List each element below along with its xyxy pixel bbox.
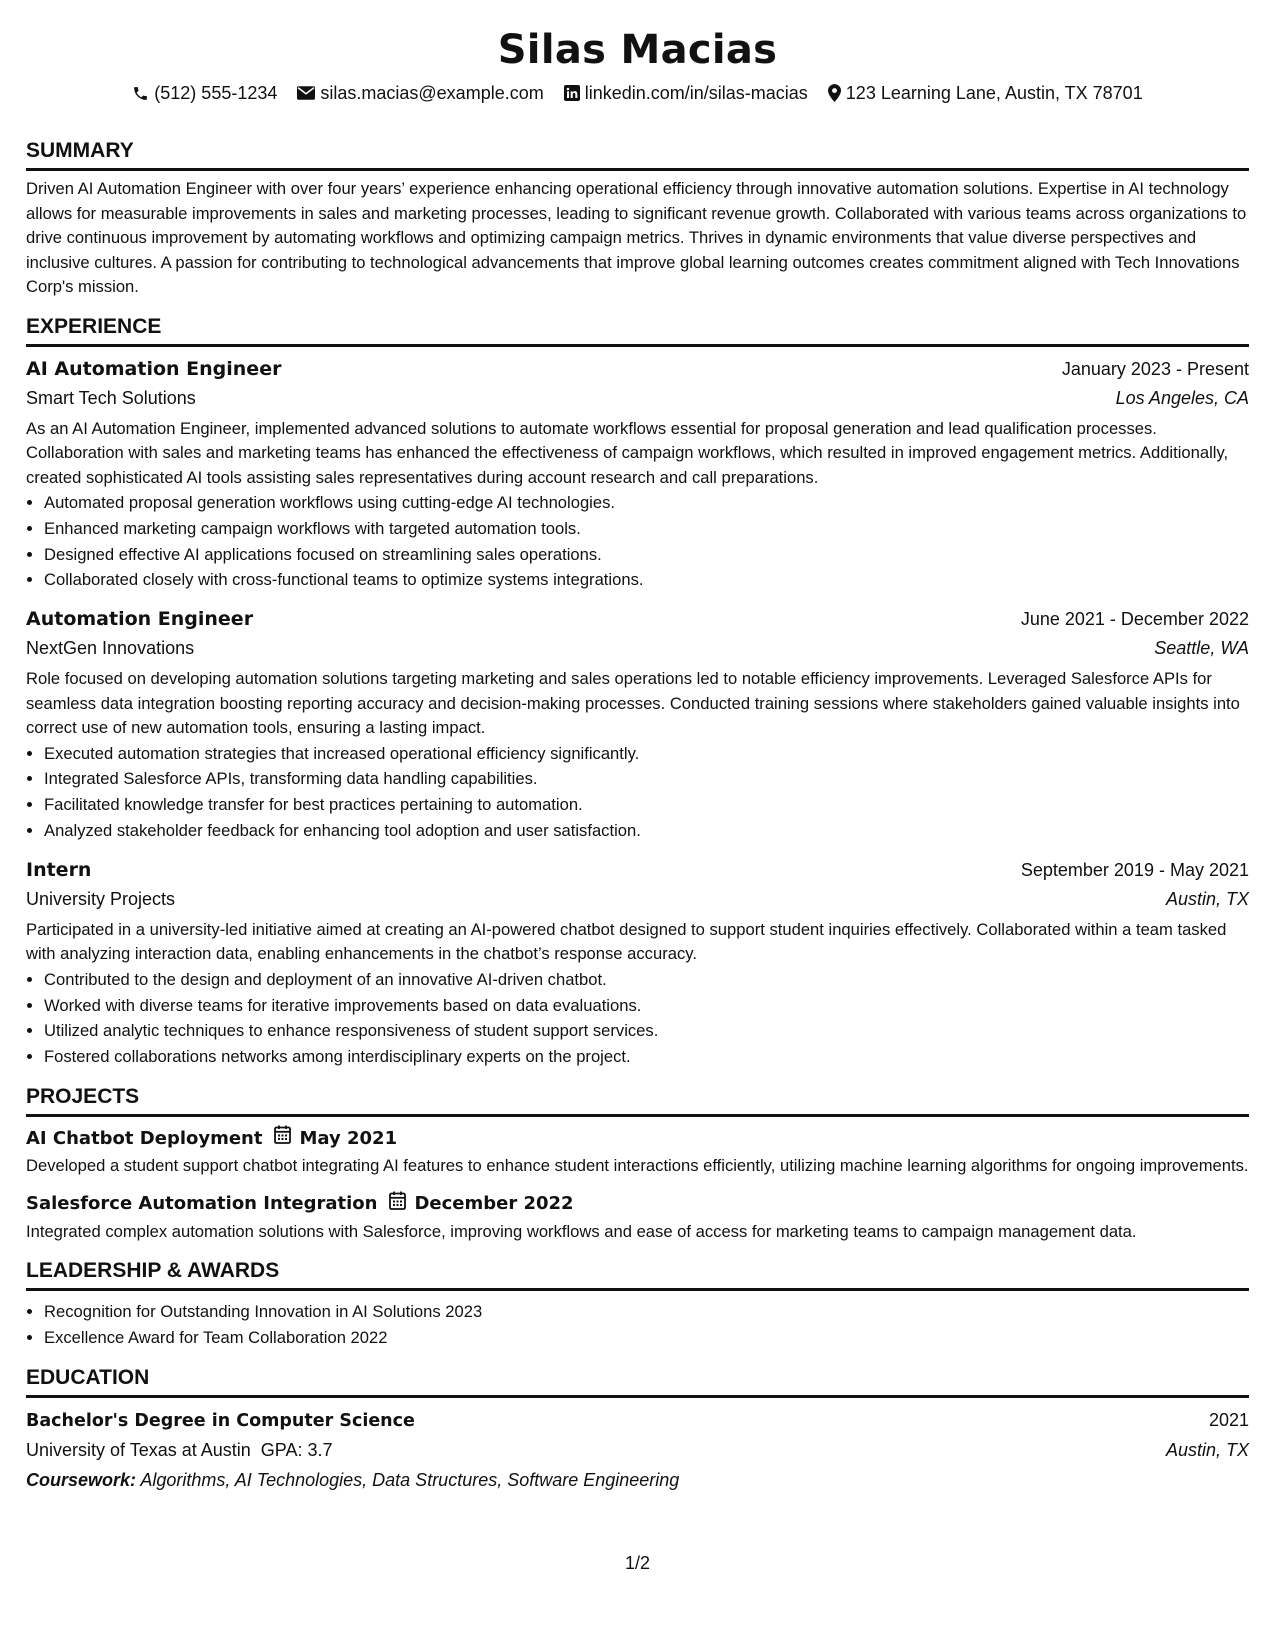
calendar-icon bbox=[389, 1191, 406, 1218]
job-location: Austin, TX bbox=[1165, 888, 1249, 909]
awards-list bbox=[26, 1299, 1249, 1351]
school-name: University of Texas at Austin bbox=[26, 1439, 251, 1460]
job-bullets bbox=[26, 967, 1249, 1070]
gpa-text: GPA: 3.7 bbox=[260, 1439, 333, 1460]
candidate-name: Silas Macias bbox=[497, 27, 778, 73]
list-item: • Facilitated knowledge transfer for best practices pertaining to automation. bbox=[44, 792, 1249, 818]
list-item: • Excellence Award for Team Collaboration 2022 bbox=[44, 1325, 1249, 1351]
list-item: • Recognition for Outstanding Innovation in AI Solutions 2023 bbox=[44, 1299, 1249, 1325]
list-item: • Automated proposal generation workflows using cutting-edge AI technologies. bbox=[44, 490, 1249, 516]
awards-heading: LEADERSHIP & AWARDS bbox=[26, 1258, 1249, 1291]
degree-title: Bachelor's Degree in Computer Science bbox=[26, 1410, 415, 1431]
page-number: 1/2 bbox=[624, 1553, 651, 1573]
job-description: Role focused on developing automation solutions targeting marketing and sales operations led to notable efficiency improvements. Leveraged Salesforce APIs for seamless data integration boosting reporting accuracy and decision-making processes. Conducted training sessions where stakeholders gained valuable insights into correct use of new automation tools, ensuring a lasting impact. bbox=[26, 669, 1240, 738]
job-company: NextGen Innovations bbox=[26, 638, 195, 659]
contact-address bbox=[828, 80, 1143, 106]
list-item: • Analyzed stakeholder feedback for enhancing tool adoption and user satisfaction. bbox=[44, 818, 1249, 844]
job-title: Intern bbox=[26, 858, 92, 881]
envelope-icon bbox=[297, 86, 315, 100]
project-entry bbox=[26, 1125, 1249, 1179]
graduation-year: 2021 bbox=[1208, 1409, 1249, 1430]
list-item: • Integrated Salesforce APIs, transforming data handling capabilities. bbox=[44, 766, 1249, 792]
job-entry bbox=[26, 856, 1249, 1070]
job-location: Seattle, WA bbox=[1154, 638, 1249, 659]
projects-section bbox=[26, 1084, 1249, 1244]
job-bullets bbox=[26, 490, 1249, 593]
project-entry bbox=[26, 1191, 1249, 1245]
awards-section bbox=[26, 1258, 1249, 1351]
coursework-line bbox=[26, 1465, 1249, 1495]
resume-page bbox=[26, 0, 1249, 1495]
contact-phone[interactable] bbox=[132, 80, 277, 106]
coursework-text: Algorithms, AI Technologies, Data Structures, Software Engineering bbox=[140, 1469, 680, 1490]
summary-text: Driven AI Automation Engineer with over four years’ experience enhancing operational efficiency through innovative automation solutions. Expertise in AI technology allows for measurable improvements in sales and marketing processes, leading to significant revenue growth. Collaborated with various teams across organizations to drive continuous improvement by automating workflows and optimizing campaign metrics. Thrives in dynamic environments that value diverse perspectives and inclusive cultures. A passion for contributing to technological advancements that improve global learning outcomes creates commitment aligned with Tech Innovations Corp's mission. bbox=[26, 179, 1247, 296]
project-description: Integrated complex automation solutions with Salesforce, improving workflows and ease of access for marketing teams to campaign management data. bbox=[26, 1221, 1137, 1241]
email-text: silas.macias@example.com bbox=[320, 83, 544, 103]
education-entry bbox=[26, 1406, 1249, 1495]
list-item: • Enhanced marketing campaign workflows with targeted automation tools. bbox=[44, 516, 1249, 542]
linkedin-text: linkedin.com/in/silas-macias bbox=[584, 83, 808, 103]
list-item: • Worked with diverse teams for iterative improvements based on data evaluations. bbox=[44, 993, 1249, 1019]
contact-linkedin[interactable] bbox=[564, 80, 808, 106]
experience-section bbox=[26, 314, 1249, 1071]
project-description: Developed a student support chatbot integrating AI features to enhance student interactions efficiently, utilizing machine learning algorithms for ongoing improvements. bbox=[26, 1156, 1249, 1176]
phone-text: (512) 555-1234 bbox=[154, 83, 278, 103]
job-company: Smart Tech Solutions bbox=[26, 387, 196, 408]
project-date: May 2021 bbox=[299, 1127, 398, 1149]
job-description: Participated in a university-led initiative aimed at creating an AI-powered chatbot designed to support student inquiries effectively. Collaborated within a team tasked with analyzing interaction data, enabling enhancements in the chatbot’s response accuracy. bbox=[26, 919, 1227, 964]
job-title: Automation Engineer bbox=[26, 608, 254, 631]
phone-icon bbox=[132, 85, 149, 102]
list-item: • Fostered collaborations networks among interdisciplinary experts on the project. bbox=[44, 1044, 1249, 1070]
address-text: 123 Learning Lane, Austin, TX 78701 bbox=[845, 83, 1143, 103]
list-item: • Contributed to the design and deployment of an innovative AI-driven chatbot. bbox=[44, 967, 1249, 993]
list-item: • Collaborated closely with cross-functional teams to optimize systems integrations. bbox=[44, 567, 1249, 593]
coursework-label: Coursework: bbox=[26, 1469, 137, 1490]
job-entry bbox=[26, 605, 1249, 844]
project-name: AI Chatbot Deployment bbox=[26, 1127, 263, 1149]
job-dates: September 2019 - May 2021 bbox=[1020, 859, 1249, 880]
job-description: As an AI Automation Engineer, implemented advanced solutions to automate workflows essential for proposal generation and lead qualification processes. Collaboration with sales and marketing teams has enhanced the effectiveness of campaign workflows, which resulted in improved engagement metrics. Additionally, created sophisticated AI tools assisting sales representatives during account research and call preparations. bbox=[26, 418, 1229, 487]
summary-heading: SUMMARY bbox=[26, 138, 1249, 171]
job-company: University Projects bbox=[26, 888, 176, 909]
linkedin-icon bbox=[564, 85, 580, 101]
project-name: Salesforce Automation Integration bbox=[26, 1193, 378, 1215]
calendar-icon bbox=[274, 1125, 291, 1152]
education-section bbox=[26, 1365, 1249, 1495]
job-dates: January 2023 - Present bbox=[1061, 358, 1249, 379]
school-location: Austin, TX bbox=[1165, 1439, 1249, 1460]
list-item: • Executed automation strategies that increased operational efficiency significantly. bbox=[44, 741, 1249, 767]
job-dates: June 2021 - December 2022 bbox=[1020, 609, 1249, 630]
contact-email[interactable] bbox=[297, 80, 543, 106]
job-title: AI Automation Engineer bbox=[26, 357, 282, 380]
list-item: • Designed effective AI applications focused on streamlining sales operations. bbox=[44, 542, 1249, 568]
list-item: • Utilized analytic techniques to enhance responsiveness of student support services. bbox=[44, 1018, 1249, 1044]
map-pin-icon bbox=[828, 84, 841, 102]
job-entry bbox=[26, 355, 1249, 594]
contact-bar bbox=[26, 80, 1249, 106]
job-bullets bbox=[26, 741, 1249, 844]
education-heading: EDUCATION bbox=[26, 1365, 1249, 1398]
job-location: Los Angeles, CA bbox=[1115, 387, 1249, 408]
experience-heading: EXPERIENCE bbox=[26, 314, 1249, 347]
projects-heading: PROJECTS bbox=[26, 1084, 1249, 1117]
project-date: December 2022 bbox=[414, 1193, 574, 1215]
